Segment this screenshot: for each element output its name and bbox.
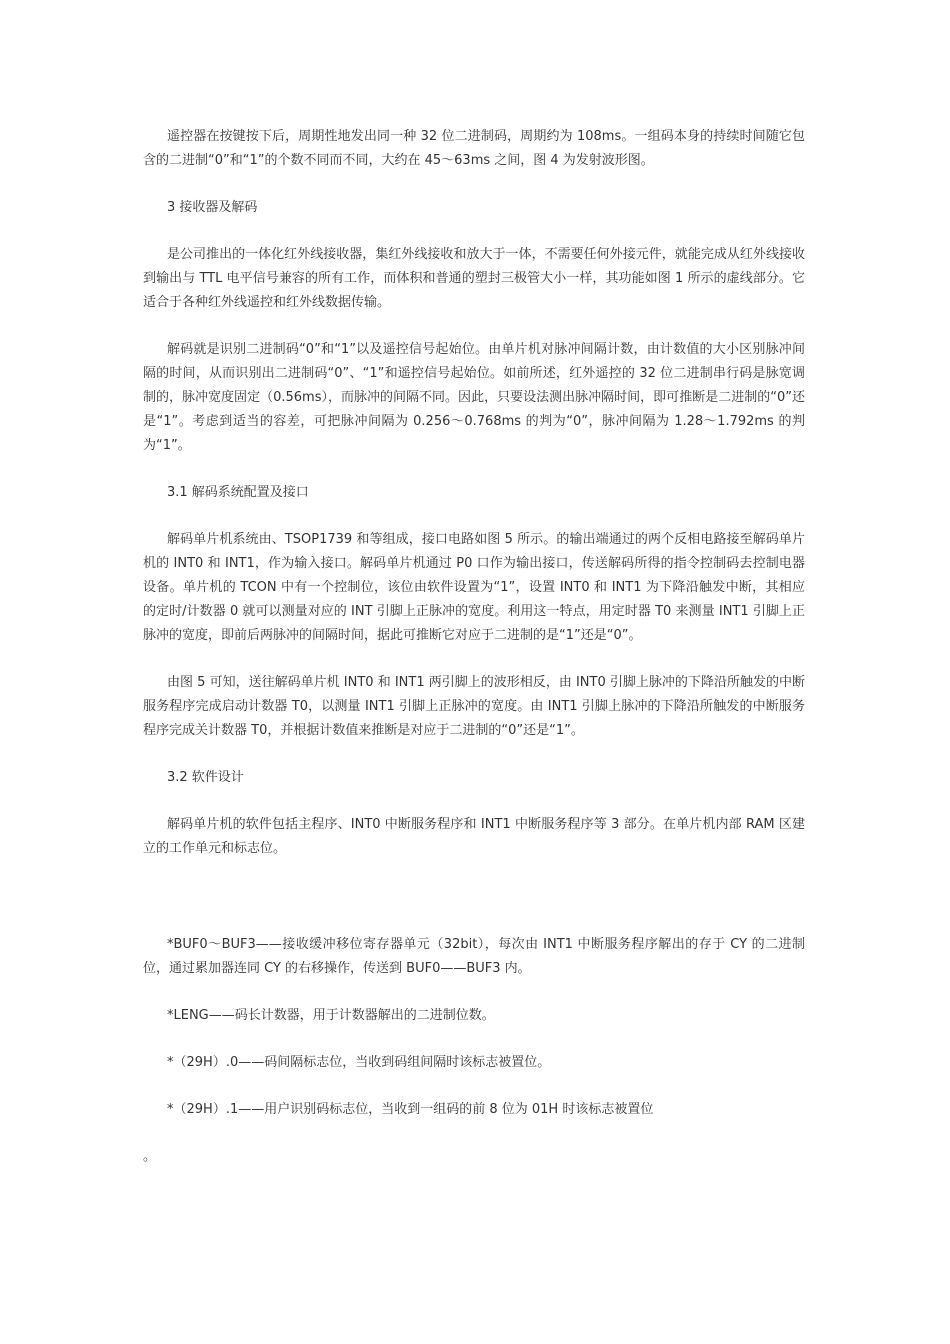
list-item-buffer-registers: *BUF0～BUF3——接收缓冲移位寄存器单元（32bit），每次由 INT1 中断服务程序解出的存于 CY 的二进制位，通过累加器连同 CY 的右移操作，传送到 BUF0——BUF3 内。 <box>143 937 805 976</box>
paragraph-interrupt-logic: 由图 5 可知，送往解码单片机 INT0 和 INT1 两引脚上的波形相反，由 INT0 引脚上脉冲的下降沿所触发的中断服务程序完成启动计数器 T0，以测量 INT1 引脚上正脉冲的宽度。由 INT1 引脚上脉冲的下降沿所触发的中断服务程序完成关计数器 T0，并根据计数值来推断是对应于二进制的“0”还是“1”。 <box>143 675 805 738</box>
section-heading-system-config: 3.1 解码系统配置及接口 <box>167 485 309 500</box>
section-heading-receiver-decoding: 3 接收器及解码 <box>167 200 258 215</box>
section-heading-software-design: 3.2 软件设计 <box>167 770 244 785</box>
list-item-gap-flag: *（29H）.0——码间隔标志位，当收到码组间隔时该标志被置位。 <box>167 1055 551 1070</box>
paragraph-system-config: 解码单片机系统由、TSOP1739 和等组成，接口电路如图 5 所示。的输出端通过的两个反相电路接至解码单片机的 INT0 和 INT1，作为输入接口。解码单片机通过 P0 口作为输出接口，传送解码所得的指令控制码去控制电器设备。单片机的 TCON 中有一个控制位，该位由软件设置为“1”，设置 INT0 和 INT1 为下降沿触发中断，其相应的定时/计数器 0 就可以测量对应的 INT 引脚上正脉冲的宽度。利用这一特点，用定时器 T0 来测量 INT1 引脚上正脉冲的宽度，即前后两脉冲的间隔时间，据此可推断它对应于二进制的是“1”还是“0”。 <box>143 532 805 643</box>
document-body <box>143 125 805 1169</box>
trailing-punctuation: 。 <box>143 1149 157 1164</box>
paragraph-software-overview: 解码单片机的软件包括主程序、INT0 中断服务程序和 INT1 中断服务程序等 3 部分。在单片机内部 RAM 区建立的工作单元和标志位。 <box>143 817 805 856</box>
paragraph-transmit-waveform: 遥控器在按键按下后，周期性地发出同一种 32 位二进制码，周期约为 108ms。一组码本身的持续时间随它包含的二进制“0”和“1”的个数不同而不同，大约在 45～63ms 之间，图 4 为发射波形图。 <box>143 129 805 168</box>
paragraph-receiver-intro: 是公司推出的一体化红外线接收器，集红外线接收和放大于一体，不需要任何外接元件，就能完成从红外线接收到输出与 TTL 电平信号兼容的所有工作，而体积和普通的塑封三极管大小一样，其功能如图 1 所示的虚线部分。它适合于各种红外线遥控和红外线数据传输。 <box>143 247 805 310</box>
list-item-length-counter: *LENG——码长计数器，用于计数器解出的二进制位数。 <box>167 1008 495 1023</box>
list-item-user-code-flag: *（29H）.1——用户识别码标志位，当收到一组码的前 8 位为 01H 时该标志被置位 <box>167 1102 654 1117</box>
paragraph-decoding-principle: 解码就是识别二进制码“0”和“1”以及遥控信号起始位。由单片机对脉冲间隔计数，由计数值的大小区别脉冲间隔的时间，从而识别出二进制码“0”、“1”和遥控信号起始位。如前所述，红外遥控的 32 位二进制串行码是脉宽调制的，脉冲宽度固定（0.56ms），而脉冲的间隔不同。因此，只要设法测出脉冲隔时间，即可推断是二进制的“0”还是“1”。考虑到适当的容差，可把脉冲间隔为 0.256～0.768ms 的判为“0”，脉冲间隔为 1.28～1.792ms 的判为“1”。 <box>143 342 805 453</box>
